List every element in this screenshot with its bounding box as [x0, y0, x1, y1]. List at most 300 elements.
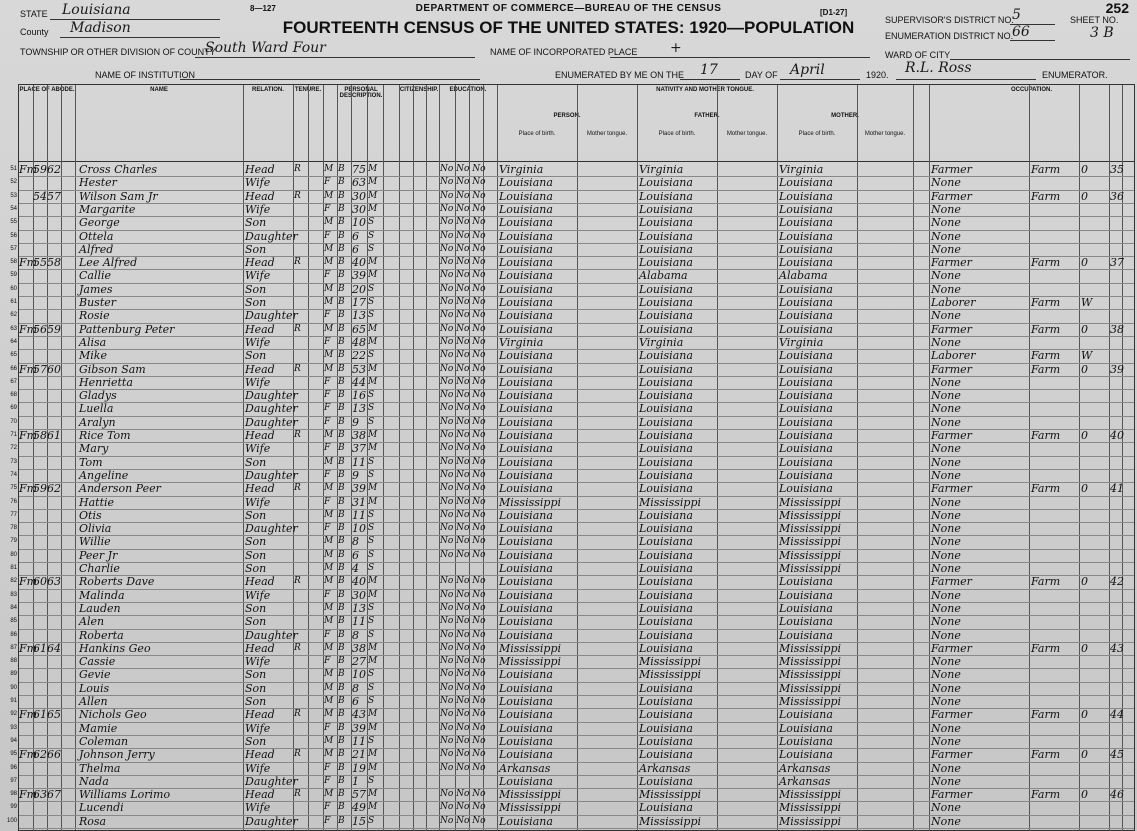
- sex-cell: M: [324, 509, 334, 520]
- name-cell: Williams Lorimo: [79, 788, 171, 802]
- birthplace-cell: Louisiana: [499, 615, 553, 629]
- father-birthplace-cell: Mississippi: [639, 655, 701, 669]
- marital-status-cell: S: [368, 616, 375, 627]
- sheet-corner-number: 252: [1105, 0, 1129, 16]
- mother-birthplace-cell: Mississippi: [779, 668, 841, 682]
- line-number: 99: [10, 804, 17, 811]
- occupation-cell: Farmer: [931, 429, 972, 442]
- race-cell: B: [338, 203, 345, 214]
- birthplace-cell: Louisiana: [499, 176, 553, 190]
- education-cell: No No No: [440, 589, 486, 600]
- employment-cell: 0: [1081, 429, 1088, 442]
- person-tongue-head: Mother tongue.: [586, 131, 628, 137]
- age-cell: 13: [352, 601, 366, 615]
- relation-cell: Head: [245, 641, 275, 655]
- birthplace-cell: Louisiana: [499, 708, 553, 722]
- farm-schedule-cell: 37: [1110, 256, 1124, 270]
- marital-status-cell: M: [368, 749, 378, 760]
- education-cell: No No No: [440, 642, 486, 653]
- relation-cell: Wife: [245, 495, 271, 509]
- marital-status-cell: S: [368, 283, 375, 294]
- marital-status-cell: M: [368, 496, 378, 507]
- mother-birthplace-cell: Louisiana: [779, 242, 833, 256]
- birthplace-cell: Louisiana: [499, 548, 553, 562]
- house-number-cell: 57: [33, 362, 47, 376]
- tenure-cell: R: [294, 709, 301, 720]
- name-cell: Rosa: [79, 814, 107, 828]
- father-birthplace-cell: Louisiana: [639, 442, 693, 456]
- birthplace-cell: Louisiana: [499, 229, 553, 243]
- name-cell: Peer Jr: [79, 548, 118, 562]
- relation-cell: Wife: [245, 721, 271, 735]
- race-cell: B: [338, 376, 345, 387]
- mother-birthplace-head: Place of birth.: [798, 131, 836, 137]
- family-number-cell: 64: [47, 641, 61, 655]
- marital-status-cell: S: [368, 350, 375, 361]
- sex-cell: M: [324, 602, 334, 613]
- column-divider: [399, 85, 400, 830]
- relation-cell: Head: [245, 429, 275, 442]
- marital-status-cell: M: [368, 483, 378, 494]
- age-cell: 22: [352, 349, 366, 363]
- occupation-cell: Farmer: [931, 748, 972, 762]
- sex-cell: M: [324, 430, 334, 440]
- name-cell: Allen: [79, 695, 108, 708]
- occupation-cell: Farmer: [931, 189, 972, 203]
- name-cell: Angeline: [79, 468, 129, 482]
- sex-cell: F: [324, 203, 331, 214]
- age-cell: 19: [352, 761, 366, 775]
- relation-cell: Son: [245, 668, 267, 682]
- line-number: 84: [10, 604, 17, 611]
- education-cell: No No No: [440, 203, 486, 214]
- group-nativity: NATIVITY AND MOTHER TONGUE.: [656, 87, 754, 93]
- race-cell: B: [338, 815, 345, 826]
- dwelling-cell: Fm: [19, 429, 38, 442]
- age-cell: 6: [352, 695, 359, 708]
- birthplace-cell: Virginia: [499, 335, 544, 349]
- birthplace-cell: Louisiana: [499, 681, 553, 695]
- relation-cell: Daughter: [245, 415, 298, 429]
- occupation-cell: None: [931, 601, 961, 615]
- family-number-cell: 59: [47, 322, 61, 336]
- enumerated-day: 17: [700, 62, 718, 78]
- occupation-cell: None: [931, 655, 961, 669]
- mother-birthplace-cell: Louisiana: [779, 415, 833, 429]
- relation-cell: Daughter: [245, 389, 298, 403]
- family-number-cell: 62: [47, 482, 61, 496]
- race-cell: B: [338, 310, 345, 321]
- line-number: 66: [10, 365, 17, 372]
- relation-cell: Head: [245, 189, 275, 203]
- age-cell: 30: [352, 202, 366, 216]
- group-tenure: TENURE.: [294, 87, 322, 93]
- mother-birthplace-cell: Louisiana: [779, 229, 833, 243]
- marital-status-cell: S: [368, 682, 375, 693]
- occupation-cell: None: [931, 442, 961, 456]
- father-birthplace-cell: Louisiana: [639, 375, 693, 389]
- relation-cell: Head: [245, 708, 275, 722]
- sex-cell: F: [324, 403, 331, 414]
- line-number: 81: [10, 565, 17, 571]
- race-cell: B: [338, 536, 345, 547]
- dwelling-cell: Fm: [19, 575, 38, 589]
- relation-cell: Head: [245, 788, 275, 802]
- column-divider: [413, 85, 414, 830]
- age-cell: 16: [352, 389, 366, 403]
- father-birthplace-cell: Virginia: [639, 335, 684, 349]
- house-number-cell: 63: [33, 788, 47, 802]
- institution-label: NAME OF INSTITUTION: [95, 70, 195, 80]
- county-value: Madison: [70, 20, 131, 36]
- name-cell: Callie: [79, 269, 112, 283]
- birthplace-cell: Louisiana: [499, 296, 553, 309]
- age-cell: 8: [352, 681, 359, 695]
- father-birthplace-cell: Louisiana: [639, 349, 693, 363]
- mother-birthplace-cell: Mississippi: [779, 495, 841, 509]
- age-cell: 11: [352, 734, 366, 748]
- birthplace-cell: Mississippi: [499, 801, 561, 815]
- relation-cell: Son: [245, 296, 267, 309]
- line-number: 75: [10, 485, 17, 492]
- occupation-cell: None: [931, 309, 961, 323]
- marital-status-cell: S: [368, 536, 375, 547]
- relation-cell: Son: [245, 455, 267, 469]
- education-cell: No No No: [440, 430, 486, 440]
- education-cell: No No No: [440, 682, 486, 693]
- age-cell: 75: [352, 163, 366, 176]
- mother-birthplace-cell: Louisiana: [779, 362, 833, 376]
- race-cell: B: [338, 576, 345, 587]
- relation-cell: Wife: [245, 588, 271, 602]
- occupation-cell: None: [931, 176, 961, 190]
- occupation-cell: None: [931, 508, 961, 522]
- name-cell: Hankins Geo: [79, 641, 151, 655]
- line-number: 77: [10, 511, 17, 518]
- age-cell: 38: [352, 429, 366, 442]
- line-number: 69: [10, 405, 17, 412]
- column-divider: [637, 85, 638, 830]
- marital-status-cell: S: [368, 456, 375, 467]
- education-cell: No No No: [440, 243, 486, 254]
- occupation-cell: None: [931, 455, 961, 469]
- relation-cell: Daughter: [245, 229, 298, 243]
- name-cell: Alen: [79, 615, 105, 629]
- line-number: 83: [10, 591, 17, 598]
- name-cell: Alfred: [79, 242, 114, 256]
- name-cell: Louis: [79, 681, 110, 695]
- mother-birthplace-cell: Louisiana: [779, 734, 833, 748]
- education-cell: No No No: [440, 177, 486, 188]
- marital-status-cell: S: [368, 523, 375, 534]
- line-number: 56: [10, 232, 17, 239]
- education-cell: No No No: [440, 257, 486, 268]
- race-cell: B: [338, 190, 345, 201]
- occupation-cell: Farmer: [931, 362, 972, 376]
- line-number: 68: [10, 392, 17, 399]
- education-cell: No No No: [440, 416, 486, 427]
- father-birthplace-cell: Louisiana: [639, 256, 693, 270]
- name-cell: Roberta: [79, 628, 124, 642]
- birthplace-cell: Virginia: [499, 163, 544, 176]
- dwelling-cell: Fm: [19, 256, 38, 270]
- incorporated-value: +: [670, 40, 682, 56]
- occupation-cell: None: [931, 615, 961, 629]
- occupation-cell: None: [931, 242, 961, 256]
- mother-birthplace-cell: Alabama: [779, 269, 828, 283]
- sex-cell: F: [324, 336, 331, 347]
- relation-cell: Son: [245, 535, 267, 549]
- mother-birthplace-cell: Louisiana: [779, 296, 833, 309]
- mother-birthplace-cell: Louisiana: [779, 389, 833, 403]
- employment-cell: 0: [1081, 788, 1088, 802]
- line-number: 97: [10, 777, 17, 784]
- dwelling-cell: Fm: [19, 163, 38, 176]
- race-cell: B: [338, 682, 345, 693]
- sex-cell: F: [324, 775, 331, 786]
- sex-cell: F: [324, 376, 331, 387]
- education-cell: No No No: [440, 230, 486, 241]
- race-cell: B: [338, 350, 345, 361]
- age-cell: 13: [352, 402, 366, 416]
- education-cell: No No No: [440, 749, 486, 760]
- industry-cell: Farm: [1031, 482, 1061, 496]
- mother-tongue-head: Mother tongue.: [864, 131, 906, 137]
- mother-birthplace-cell: Mississippi: [779, 681, 841, 695]
- race-cell: B: [338, 456, 345, 467]
- education-cell: No No No: [440, 469, 486, 480]
- father-birthplace-cell: Louisiana: [639, 748, 693, 762]
- age-cell: 30: [352, 189, 366, 203]
- mother-birthplace-cell: Louisiana: [779, 189, 833, 203]
- mother-birthplace-cell: Louisiana: [779, 176, 833, 190]
- line-number: 58: [10, 259, 17, 266]
- age-cell: 11: [352, 615, 366, 629]
- mother-birthplace-cell: Louisiana: [779, 748, 833, 762]
- column-divider: [243, 85, 244, 830]
- marital-status-cell: M: [368, 589, 378, 600]
- birthplace-cell: Louisiana: [499, 734, 553, 748]
- education-cell: No No No: [440, 735, 486, 746]
- relation-cell: Head: [245, 322, 275, 336]
- occupation-cell: Farmer: [931, 575, 972, 589]
- line-number: 91: [10, 698, 17, 704]
- birthplace-cell: Louisiana: [499, 402, 553, 416]
- age-cell: 39: [352, 482, 366, 496]
- occupation-cell: None: [931, 548, 961, 562]
- sex-cell: M: [324, 297, 334, 307]
- race-cell: B: [338, 164, 345, 174]
- relation-cell: Daughter: [245, 402, 298, 416]
- line-number: 88: [10, 658, 17, 665]
- population-schedule-grid: [6, 84, 1135, 831]
- age-cell: 13: [352, 309, 366, 323]
- education-cell: No No No: [440, 363, 486, 374]
- father-birthplace-head: Place of birth.: [658, 131, 696, 137]
- age-cell: 37: [352, 442, 366, 456]
- line-number: 85: [10, 618, 17, 625]
- family-number-cell: 60: [47, 362, 61, 376]
- father-birthplace-cell: Louisiana: [639, 242, 693, 256]
- line-number: 76: [10, 498, 17, 505]
- age-cell: 20: [352, 282, 366, 296]
- mother-birthplace-cell: Louisiana: [779, 256, 833, 270]
- age-cell: 1: [352, 774, 359, 788]
- marital-status-cell: M: [368, 177, 378, 188]
- education-cell: No No No: [440, 483, 486, 494]
- education-cell: No No No: [440, 443, 486, 454]
- father-birthplace-cell: Louisiana: [639, 548, 693, 562]
- enumerator-label: ENUMERATOR.: [1042, 70, 1108, 80]
- birthplace-cell: Louisiana: [499, 535, 553, 549]
- occupation-cell: None: [931, 535, 961, 549]
- education-cell: No No No: [440, 217, 486, 228]
- education-cell: No No No: [440, 310, 486, 321]
- sex-cell: F: [324, 656, 331, 667]
- name-cell: Olivia: [79, 522, 112, 536]
- education-cell: No No No: [440, 376, 486, 387]
- occupation-cell: None: [931, 495, 961, 509]
- father-birthplace-cell: Louisiana: [639, 282, 693, 296]
- occupation-cell: None: [931, 588, 961, 602]
- relation-cell: Head: [245, 163, 275, 176]
- name-cell: Lucendi: [79, 801, 124, 815]
- marital-status-cell: S: [368, 243, 375, 254]
- father-birthplace-cell: Mississippi: [639, 788, 701, 802]
- house-number-cell: 55: [33, 256, 47, 270]
- house-number-cell: 59: [33, 482, 47, 496]
- race-cell: B: [338, 323, 345, 334]
- occupation-cell: None: [931, 402, 961, 416]
- employment-cell: 0: [1081, 189, 1088, 203]
- marital-status-cell: S: [368, 297, 375, 307]
- name-cell: Rosie: [79, 309, 110, 323]
- industry-cell: Farm: [1031, 163, 1061, 176]
- birthplace-cell: Louisiana: [499, 362, 553, 376]
- mother-birthplace-cell: Mississippi: [779, 535, 841, 549]
- father-birthplace-cell: Louisiana: [639, 695, 693, 708]
- line-number: 71: [10, 432, 17, 438]
- father-birthplace-cell: Louisiana: [639, 801, 693, 815]
- occupation-cell: None: [931, 229, 961, 243]
- mother-birthplace-cell: Louisiana: [779, 202, 833, 216]
- line-number: 62: [10, 312, 17, 319]
- enumerated-month: April: [790, 62, 825, 78]
- relation-cell: Son: [245, 216, 267, 230]
- line-number: 59: [10, 272, 17, 279]
- name-cell: Lauden: [79, 601, 121, 615]
- mother-birthplace-cell: Virginia: [779, 335, 824, 349]
- nativity-father: FATHER.: [694, 113, 720, 119]
- line-number: 57: [10, 245, 17, 252]
- supervisor-value: 5: [1012, 7, 1021, 23]
- father-tongue-head: Mother tongue.: [726, 131, 768, 137]
- group-education: EDUCATION.: [449, 87, 487, 93]
- birthplace-cell: Louisiana: [499, 668, 553, 682]
- sex-cell: M: [324, 323, 334, 334]
- tenure-cell: R: [294, 190, 301, 201]
- father-birthplace-cell: Louisiana: [639, 734, 693, 748]
- mother-birthplace-cell: Louisiana: [779, 455, 833, 469]
- occupation-cell: Laborer: [931, 349, 976, 363]
- mother-birthplace-cell: Mississippi: [779, 508, 841, 522]
- line-number: 96: [10, 764, 17, 771]
- occupation-cell: Laborer: [931, 296, 976, 309]
- house-number-cell: 59: [33, 163, 47, 176]
- mother-birthplace-cell: Mississippi: [779, 814, 841, 828]
- occupation-cell: Farmer: [931, 256, 972, 270]
- line-number: 90: [10, 684, 17, 691]
- occupation-cell: None: [931, 668, 961, 682]
- name-cell: Hester: [79, 176, 117, 190]
- relation-cell: Son: [245, 681, 267, 695]
- age-cell: 39: [352, 721, 366, 735]
- house-number-cell: 62: [33, 748, 47, 762]
- father-birthplace-cell: Louisiana: [639, 721, 693, 735]
- marital-status-cell: S: [368, 669, 375, 680]
- name-cell: Pattenburg Peter: [79, 322, 175, 336]
- name-cell: Ottela: [79, 229, 114, 243]
- mother-birthplace-cell: Louisiana: [779, 482, 833, 496]
- dwelling-cell: Fm: [19, 482, 38, 496]
- occupation-cell: None: [931, 681, 961, 695]
- line-number: 80: [10, 551, 17, 558]
- sex-cell: M: [324, 217, 334, 228]
- age-cell: 10: [352, 668, 366, 682]
- name-cell: Margarite: [79, 202, 136, 216]
- marital-status-cell: M: [368, 336, 378, 347]
- line-number: 52: [10, 179, 17, 186]
- father-birthplace-cell: Louisiana: [639, 468, 693, 482]
- education-cell: No No No: [440, 323, 486, 334]
- house-number-cell: 58: [33, 429, 47, 442]
- father-birthplace-cell: Mississippi: [639, 495, 701, 509]
- sex-cell: M: [324, 350, 334, 361]
- tenure-cell: R: [294, 749, 301, 760]
- marital-status-cell: S: [368, 416, 375, 427]
- marital-status-cell: M: [368, 709, 378, 720]
- relation-cell: Wife: [245, 335, 271, 349]
- line-number: 65: [10, 352, 17, 359]
- birthplace-cell: Louisiana: [499, 429, 553, 442]
- line-number: 82: [10, 578, 17, 585]
- employment-cell: W: [1081, 349, 1093, 363]
- mother-birthplace-cell: Louisiana: [779, 628, 833, 642]
- marital-status-cell: M: [368, 164, 378, 174]
- marital-status-cell: S: [368, 469, 375, 480]
- house-number-cell: 56: [33, 322, 47, 336]
- sex-cell: F: [324, 310, 331, 321]
- sex-cell: M: [324, 456, 334, 467]
- education-cell: No No No: [440, 549, 486, 560]
- birthplace-cell: Louisiana: [499, 322, 553, 336]
- farm-schedule-cell: 35: [1110, 163, 1124, 176]
- age-cell: 44: [352, 375, 366, 389]
- column-divider: [75, 85, 76, 830]
- birthplace-cell: Louisiana: [499, 375, 553, 389]
- mother-birthplace-cell: Louisiana: [779, 375, 833, 389]
- dwelling-cell: Fm: [19, 788, 38, 802]
- age-cell: 8: [352, 535, 359, 549]
- name-cell: James: [79, 282, 113, 296]
- mother-birthplace-cell: Louisiana: [779, 349, 833, 363]
- column-divider: [929, 85, 930, 830]
- birthplace-cell: Mississippi: [499, 641, 561, 655]
- education-cell: No No No: [440, 576, 486, 587]
- mother-birthplace-cell: Louisiana: [779, 575, 833, 589]
- education-cell: No No No: [440, 762, 486, 773]
- sex-cell: F: [324, 802, 331, 813]
